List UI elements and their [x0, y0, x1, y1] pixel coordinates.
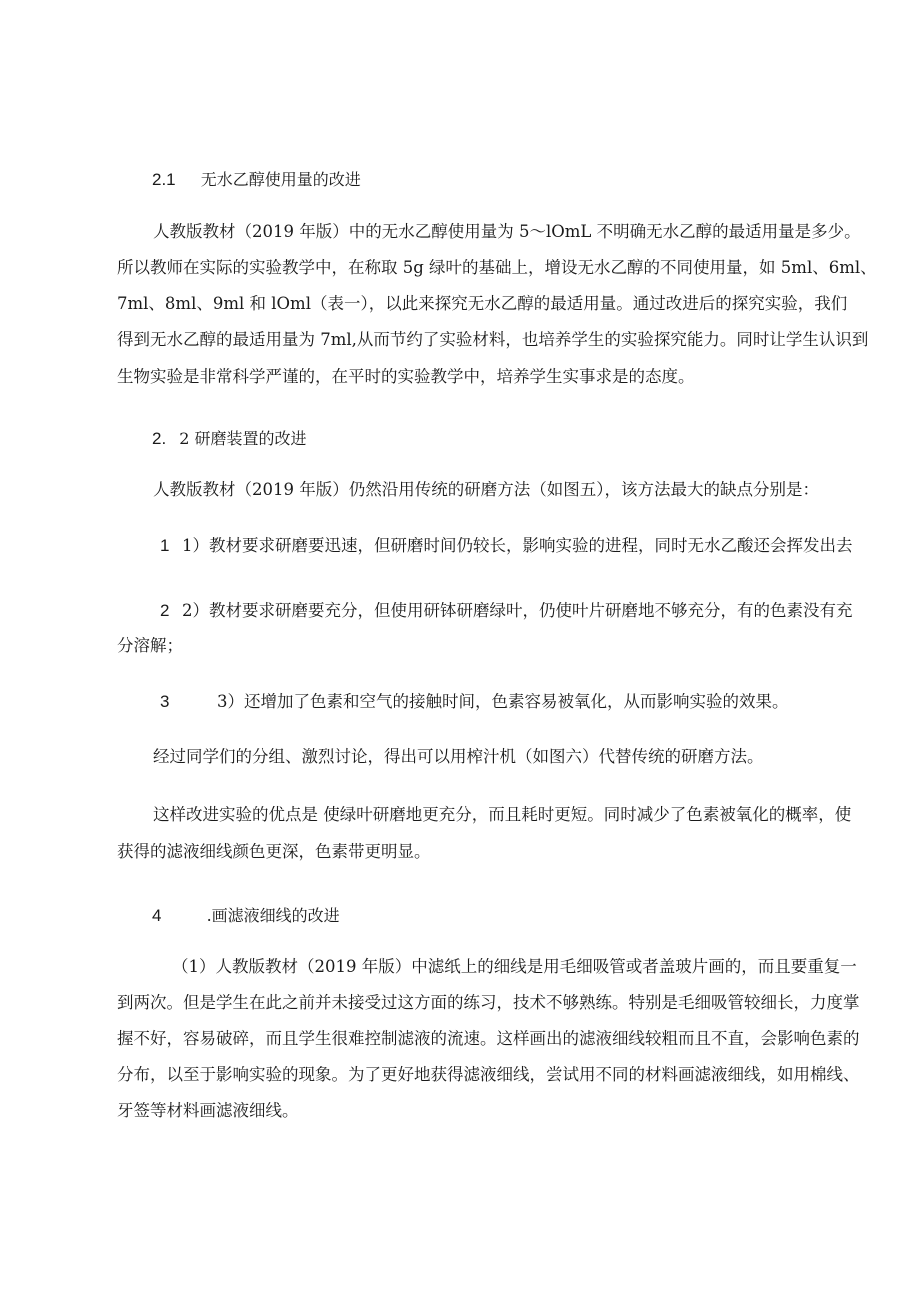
paragraph-line: 这样改进实验的优点是 使绿叶研磨地更充分，而且耗时更短。同时减少了色素被氧化的概率，使: [153, 805, 852, 824]
paragraph-line: 获得的滤液细线颜色更深，色素带更明显。: [117, 842, 431, 861]
list-item-number: 1: [160, 536, 170, 555]
paragraph-line: （1）人教版教材（2019 年版）中滤纸上的细线是用毛细吸管或者盖玻片画的，而且要重复一: [172, 957, 857, 976]
section-2-2-heading: [152, 426, 307, 449]
heading-number: 4: [152, 906, 162, 925]
list-item-number: 2: [160, 601, 170, 620]
section-2-1-heading: [152, 167, 361, 190]
heading-text: 无水乙醇使用量的改进: [200, 170, 361, 189]
paragraph-line: 人教版教材（2019 年版）中的无水乙醇使用量为 5～lOmL 不明确无水乙醇的最适用量是多少。: [153, 222, 861, 241]
section-4-heading: [152, 903, 340, 926]
list-item: [160, 536, 853, 556]
list-item-text: 2）教材要求研磨要充分，但使用研钵研磨绿叶，仍使叶片研磨地不够充分，有的色素没有充: [182, 601, 853, 620]
paragraph-line: 生物实验是非常科学严谨的，在平时的实验教学中，培养学生实事求是的态度。: [117, 367, 695, 386]
discussion-line: 经过同学们的分组、激烈讨论，得出可以用榨汁机（如图六）代替传统的研磨方法。: [153, 747, 764, 766]
paragraph-line: 握不好，容易破碎，而且学生很难控制滤液的流速。这样画出的滤液细线较粗而且不直，会影响色素的: [117, 1029, 860, 1048]
paragraph-line: 分布，以至于影响实验的现象。为了更好地获得滤液细线，尝试用不同的材料画滤液细线，如用棉线、: [117, 1065, 860, 1084]
paragraph-line: 所以教师在实际的实验教学中，在称取 5g 绿叶的基础上，增设无水乙醇的不同使用量，如 5ml、6ml、: [117, 258, 877, 277]
list-item: [160, 692, 789, 712]
heading-text: 2 研磨装置的改进: [179, 429, 307, 448]
paragraph-line: 牙签等材料画滤液细线。: [117, 1101, 299, 1120]
paragraph-line: 7ml、8ml、9ml 和 lOml（表一），以此来探究无水乙醇的最适用量。通过改进后的探究实验，我们: [117, 294, 848, 313]
heading-number: 2.: [152, 429, 167, 448]
paragraph-line: 到两次。但是学生在此之前并未接受过这方面的练习，技术不够熟练。特别是毛细吸管较细长，力度掌: [117, 993, 860, 1012]
list-item: [117, 601, 853, 661]
list-item-text: 分溶解；: [117, 636, 183, 655]
heading-number: 2.1: [152, 170, 176, 189]
list-item-text: 3）还增加了色素和空气的接触时间，色素容易被氧化，从而影响实验的效果。: [217, 692, 789, 711]
list-item-number: 3: [160, 692, 170, 711]
intro-line: 人教版教材（2019 年版）仍然沿用传统的研磨方法（如图五），该方法最大的缺点分别是：: [153, 480, 819, 499]
list-item-text: 1）教材要求研磨要迅速，但研磨时间仍较长，影响实验的进程，同时无水乙酸还会挥发出去: [182, 536, 853, 555]
paragraph-line: 得到无水乙醇的最适用量为 7ml,从而节约了实验材料，也培养学生的实验探究能力。同时让学生认识到: [117, 330, 869, 349]
heading-text: .画滤液细线的改进: [206, 906, 340, 925]
